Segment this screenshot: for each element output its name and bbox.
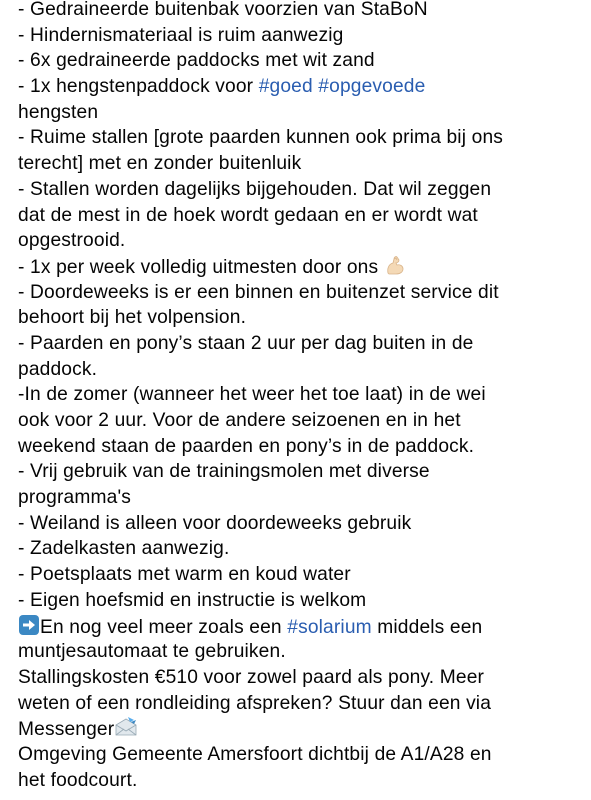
post-line: - Poetsplaats met warm en koud water bbox=[18, 564, 351, 586]
hashtag-solarium-link[interactable]: #solarium bbox=[287, 616, 372, 638]
post-line: - Ruime stallen [grote paarden kunnen ook prima bij ons bbox=[18, 127, 504, 149]
post-line: -In de zomer (wanneer het weer het toe laat) in de wei bbox=[18, 384, 486, 406]
post-line: - Weiland is alleen voor doordeweeks gebruik bbox=[18, 512, 412, 534]
post-line: opgestrooid. bbox=[18, 230, 126, 252]
line-text: - 1x per week volledig uitmesten door ons bbox=[18, 256, 384, 278]
post-line: - Paarden en pony’s staan 2 uur per dag buiten in de bbox=[18, 332, 474, 354]
post-line: - 6x gedraineerde paddocks met wit zand bbox=[18, 50, 375, 72]
incoming-envelope-icon bbox=[114, 716, 136, 738]
post-line: Stallingskosten €510 voor zowel paard als pony. Meer bbox=[18, 666, 485, 688]
post-line: - Zadelkasten aanwezig. bbox=[18, 538, 230, 560]
post-line: paddock. bbox=[18, 358, 98, 380]
post-line bbox=[18, 614, 584, 640]
post-line: weekend staan de paarden en pony’s in de paddock. bbox=[18, 435, 475, 457]
hashtag-goed-link[interactable]: #goed bbox=[258, 76, 313, 98]
post-line bbox=[18, 74, 584, 100]
post-line: dat de mest in de hoek wordt gedaan en er wordt wat bbox=[18, 204, 478, 226]
post-line: weten of een rondleiding afspreken? Stuur dan een via bbox=[18, 692, 492, 714]
post-line: hengsten bbox=[18, 101, 99, 123]
post-body bbox=[18, 0, 584, 793]
post-line: behoort bij het volpension. bbox=[18, 307, 247, 329]
flexed-biceps-icon bbox=[384, 254, 406, 276]
post-line: terecht] met en zonder buitenluik bbox=[18, 153, 302, 175]
post-line: - Gedraineerde buitenbak voorzien van StaBoN bbox=[18, 0, 428, 20]
line-text: Messenger bbox=[18, 719, 115, 741]
post-line bbox=[18, 254, 584, 280]
post-line bbox=[18, 716, 584, 742]
hashtag-opgevoede-link[interactable]: #opgevoede bbox=[318, 76, 426, 98]
right-arrow-icon bbox=[18, 614, 40, 636]
post-line: - Hindernismateriaal is ruim aanwezig bbox=[18, 24, 344, 46]
post-line: muntjesautomaat te gebruiken. bbox=[18, 641, 286, 663]
post-line: - Vrij gebruik van de trainingsmolen met diverse bbox=[18, 461, 430, 483]
post-line: ook voor 2 uur. Voor de andere seizoenen en in het bbox=[18, 410, 461, 431]
post-line: het foodcourt. bbox=[18, 769, 138, 791]
post-line: - Doordeweeks is er een binnen en buitenzet service dit bbox=[18, 281, 499, 303]
line-text: En nog veel meer zoals een bbox=[40, 616, 288, 638]
post-line: programma's bbox=[18, 487, 132, 509]
line-text: middels een bbox=[371, 616, 483, 638]
post-line: - Eigen hoefsmid en instructie is welkom bbox=[18, 589, 367, 611]
post-line: - Stallen worden dagelijks bijgehouden. Dat wil zeggen bbox=[18, 178, 492, 200]
line-text: - 1x hengstenpaddock voor bbox=[18, 76, 259, 98]
post-line: Omgeving Gemeente Amersfoort dichtbij de A1/A28 en bbox=[18, 743, 492, 765]
